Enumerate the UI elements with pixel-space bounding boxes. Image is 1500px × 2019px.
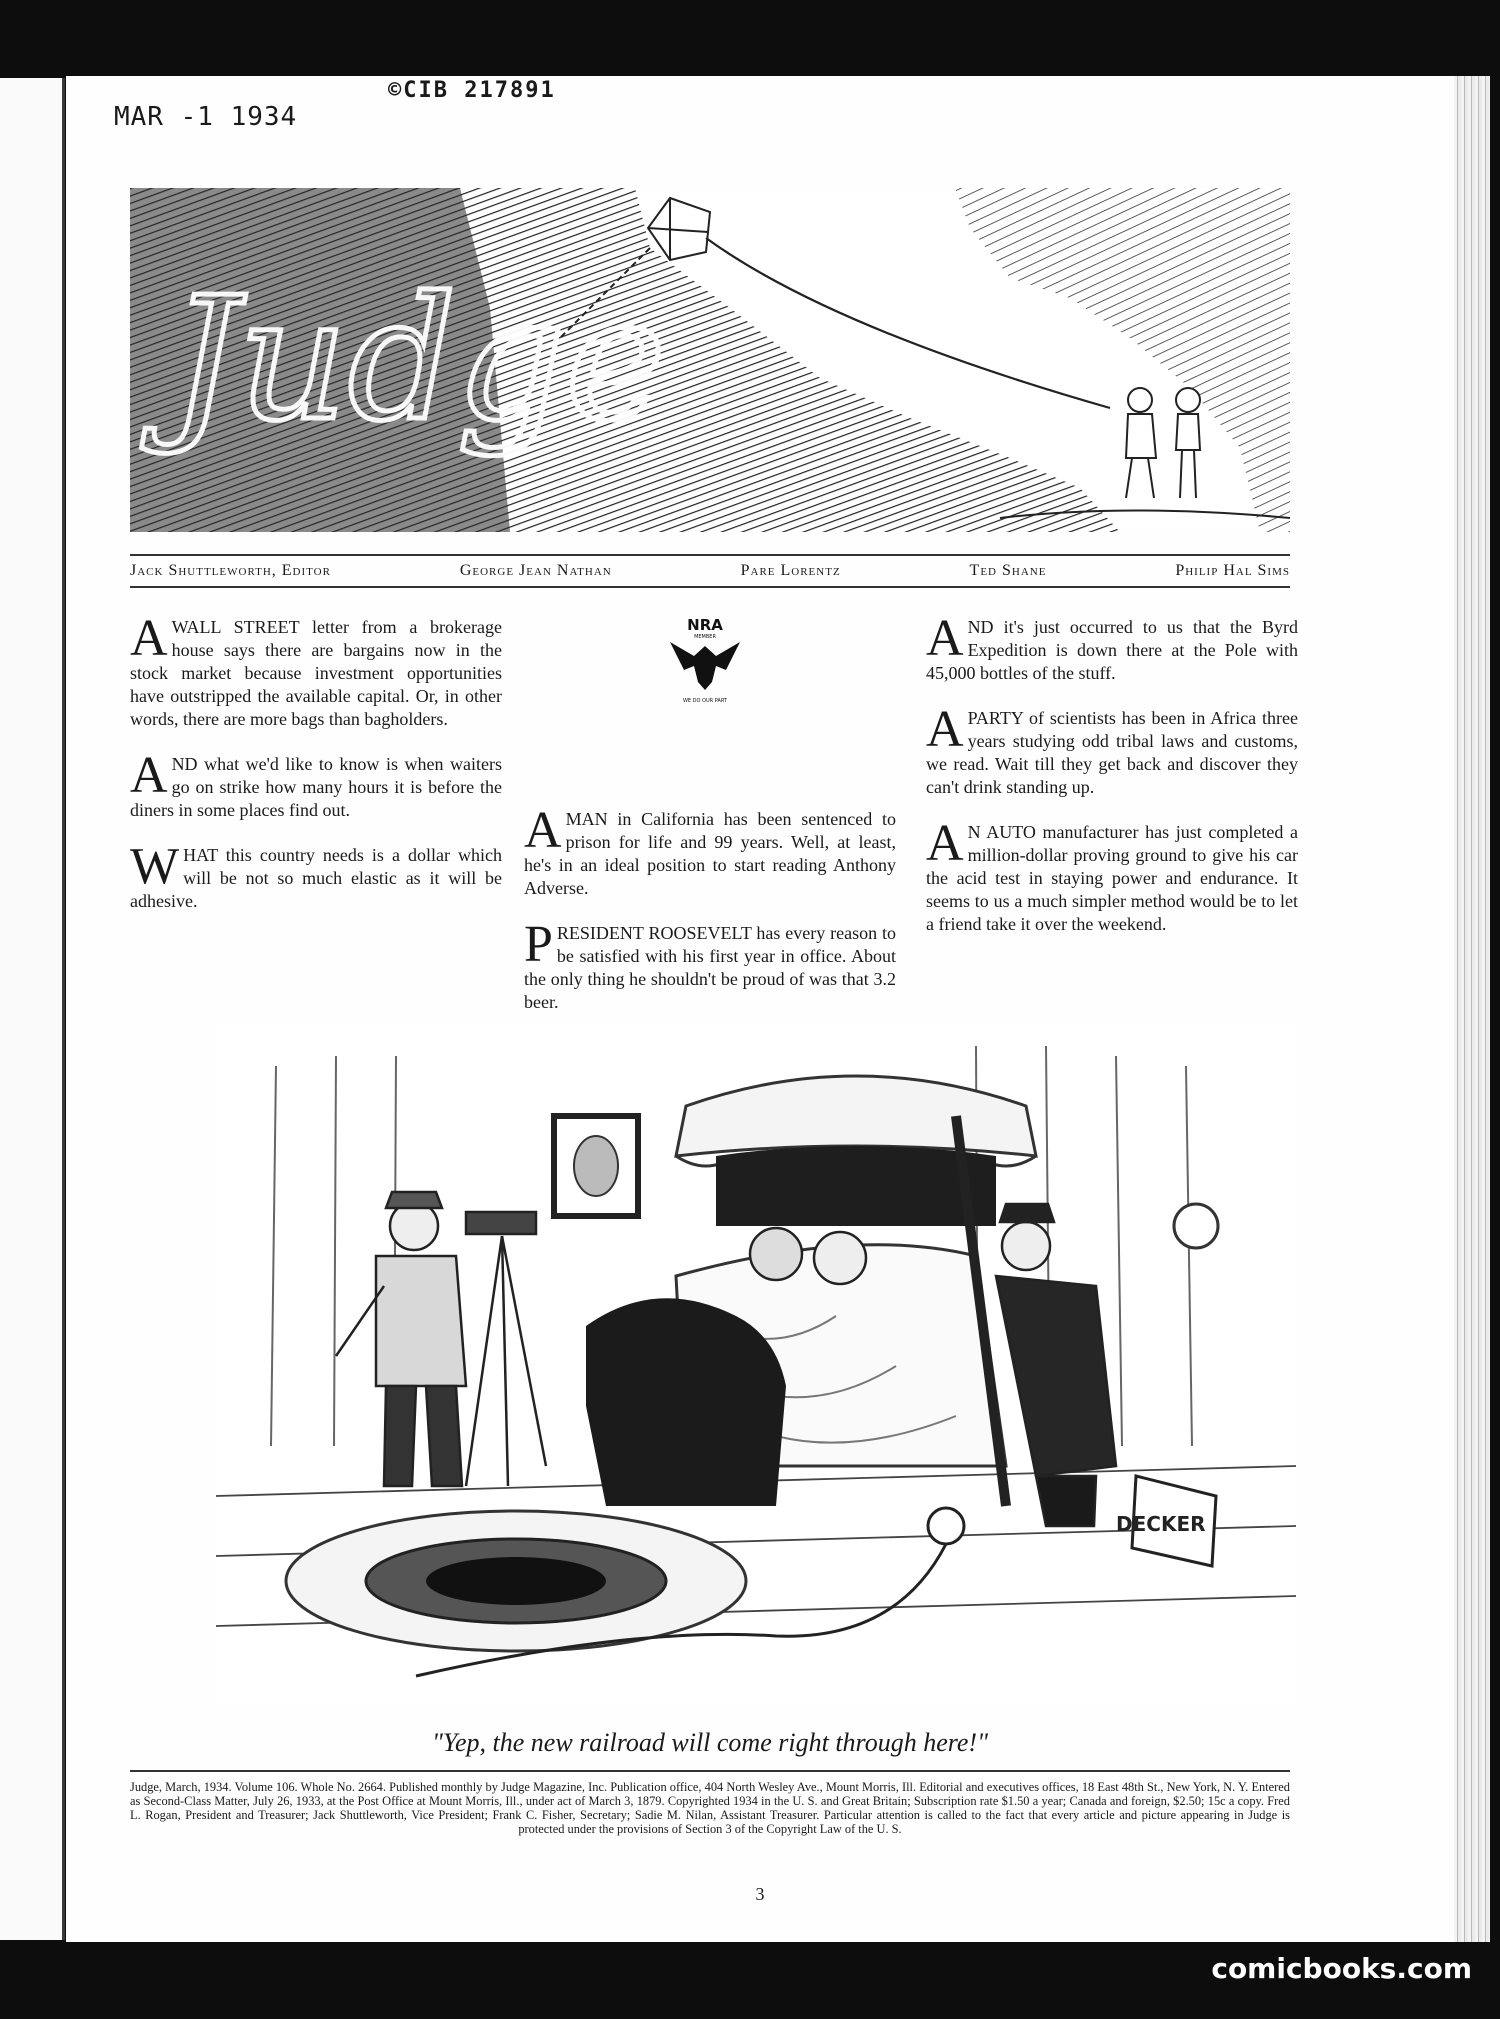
drop-cap: A (524, 802, 562, 859)
page-number: 3 (755, 1884, 765, 1904)
staff-editor: Jack Shuttleworth, Editor (130, 562, 331, 579)
facing-page-edge (0, 78, 65, 1940)
staff-contributor: George Jean Nathan (459, 562, 612, 579)
column-middle (524, 802, 896, 1036)
site-watermark: comicbooks.com (1211, 1952, 1472, 1985)
drop-cap: A (926, 815, 964, 872)
publication-colophon: Judge, March, 1934. Volume 106. Whole No. 2664. Published monthly by Judge Magazine, Inc. Publication office, 404 North Wesley Ave., Mount Morris, Ill. Editorial and executives offices, 18 East 48th St., New York, N. Y. Entered as Second-Class Matter, July 26, 1933, at the Post Office at Mount Morris, Ill., under act of March 3, 1879. Copyrighted 1934 in the U. S. and Great Britain; Subscription rate $1.50 a year; Canada and foreign, $2.50; 15c a copy. Fred L. Rogan, President and Treasurer; Jack Shuttleworth, Vice President; Frank C. Fisher, Secretary; Sadie M. Nilan, Assistant Treasurer. Particular attention is called to the fact that every article and picture appearing in Judge is protected under the provisions of Section 3 of the Copyright Law of the U. S. (130, 1770, 1290, 1836)
staff-contributor: Philip Hal Sims (1175, 562, 1290, 579)
drop-cap: P (524, 916, 553, 973)
copyright-stamp: ©CIB 217891 (388, 78, 556, 103)
cartoon-illustration (216, 1026, 1296, 1706)
masthead-illustration (130, 188, 1290, 532)
drop-cap: A (130, 747, 168, 804)
svg-text:WE DO OUR PART: WE DO OUR PART (682, 698, 728, 704)
column-left (130, 610, 502, 935)
nra-eagle-badge (660, 616, 750, 706)
cartoon-caption: "Yep, the new railroad will come right through here!" (431, 1728, 989, 1757)
staff-contributor: Ted Shane (969, 562, 1047, 579)
svg-text:NRA: NRA (687, 616, 723, 634)
judge-logo: Judge (170, 261, 666, 459)
paragraph: A N AUTO manufacturer has just completed a million-dollar proving ground to give his car the acid test in staying power and endurance. It seems to us a much simpler method would be to let a friend take it over the weekend. (926, 815, 1298, 934)
drop-cap: A (926, 701, 964, 758)
received-date-stamp: MAR -1 1934 (114, 102, 298, 132)
paragraph: AND it's just occurred to us that the Byrd Expedition is down there at the Pole with 45,000 bottles of the stuff. (926, 610, 1298, 683)
drop-cap: A (130, 610, 168, 667)
paragraph: A MAN in California has been sentenced to prison for life and 99 years. Well, at least, he's in an ideal position to start reading Anthony Adverse. (524, 802, 896, 898)
paragraph: PRESIDENT ROOSEVELT has every reason to be satisfied with his first year in office. About the only thing he shouldn't be proud of was that 3.2 beer. (524, 916, 896, 1012)
paragraph: A WALL STREET letter from a brokerage house says there are bargains now in the stock market because investment opportunities have outstripped the available capital. Or, in other words, there are more bags than bagholders. (130, 610, 502, 729)
magazine-page (66, 76, 1454, 1942)
drop-cap: A (926, 610, 964, 667)
column-right (926, 610, 1298, 958)
drop-cap: W (130, 838, 180, 895)
paragraph: WHAT this country needs is a dollar which will be not so much elastic as it will be adhesive. (130, 838, 502, 911)
svg-text:MEMBER: MEMBER (694, 634, 716, 640)
svg-text:DECKER: DECKER (1116, 1512, 1206, 1536)
paragraph: AND what we'd like to know is when waiters go on strike how many hours it is before the diners in some places find out. (130, 747, 502, 820)
paragraph: A PARTY of scientists has been in Africa three years studying odd tribal laws and customs, we read. Wait till they get back and discover they can't drink standing up. (926, 701, 1298, 797)
staff-credits (130, 554, 1290, 588)
staff-contributor: Pare Lorentz (740, 562, 841, 579)
